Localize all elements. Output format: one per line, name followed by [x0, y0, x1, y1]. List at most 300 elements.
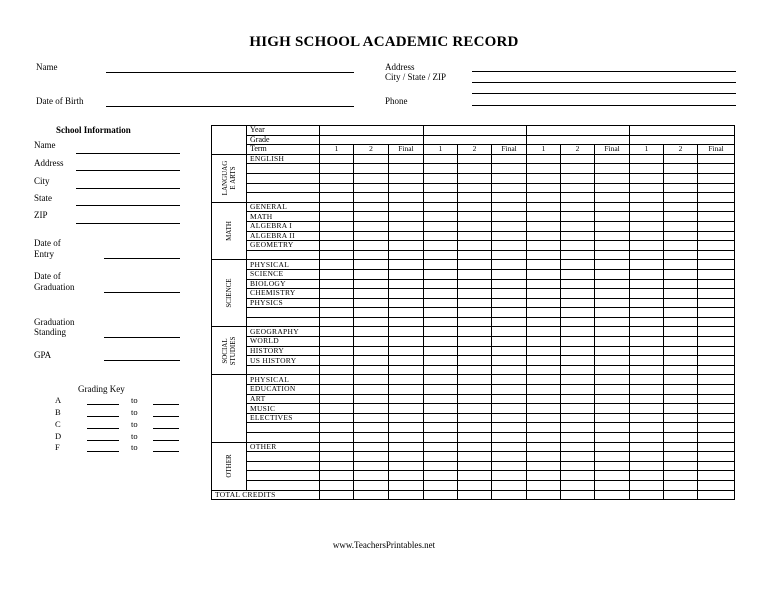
grade-cell[interactable] — [389, 298, 424, 308]
grade-cell[interactable] — [595, 298, 630, 308]
grade-cell[interactable] — [527, 394, 561, 404]
grade-cell[interactable] — [527, 433, 561, 443]
grade-cell[interactable] — [320, 404, 354, 414]
grade-range-start-field[interactable] — [87, 416, 119, 417]
grade-cell[interactable] — [664, 461, 698, 471]
grade-cell[interactable] — [389, 413, 424, 423]
credit-cell[interactable] — [527, 490, 561, 500]
grade-cell[interactable] — [424, 231, 458, 241]
grade-cell[interactable] — [630, 365, 664, 375]
grade-cell[interactable] — [458, 250, 492, 260]
grade-cell[interactable] — [389, 279, 424, 289]
grade-cell[interactable] — [561, 241, 595, 251]
grade-cell[interactable] — [561, 279, 595, 289]
grade-cell[interactable] — [527, 164, 561, 174]
grade-cell[interactable] — [320, 394, 354, 404]
grade-cell[interactable] — [354, 164, 389, 174]
grade-cell[interactable] — [664, 298, 698, 308]
grade-cell[interactable] — [389, 480, 424, 490]
grade-cell[interactable] — [630, 250, 664, 260]
grade-cell[interactable] — [630, 404, 664, 414]
grade-cell[interactable] — [492, 452, 527, 462]
grade-cell[interactable] — [527, 154, 561, 164]
grade-cell[interactable] — [492, 212, 527, 222]
grade-cell[interactable] — [527, 231, 561, 241]
grade-cell[interactable] — [354, 327, 389, 337]
grade-cell[interactable] — [595, 241, 630, 251]
grade-cell[interactable] — [492, 346, 527, 356]
grade-cell[interactable] — [561, 327, 595, 337]
grade-cell[interactable] — [458, 212, 492, 222]
credit-cell[interactable] — [458, 490, 492, 500]
grade-cell[interactable] — [630, 480, 664, 490]
grade-cell[interactable] — [458, 356, 492, 366]
grade-cell[interactable] — [354, 279, 389, 289]
grade-cell[interactable] — [492, 164, 527, 174]
grade-cell[interactable] — [492, 241, 527, 251]
dob-field[interactable] — [106, 106, 354, 107]
grade-cell[interactable] — [630, 154, 664, 164]
address-extra-field[interactable] — [472, 93, 736, 94]
grade-cell[interactable] — [630, 135, 735, 145]
grade-cell[interactable] — [698, 221, 735, 231]
grade-cell[interactable] — [561, 471, 595, 481]
subject-blank[interactable] — [247, 173, 320, 183]
grade-cell[interactable] — [664, 308, 698, 318]
grade-cell[interactable] — [492, 433, 527, 443]
city-state-zip-field[interactable] — [472, 82, 736, 83]
grade-cell[interactable] — [698, 365, 735, 375]
grade-cell[interactable] — [630, 385, 664, 395]
grade-cell[interactable] — [354, 317, 389, 327]
grade-cell[interactable] — [664, 337, 698, 347]
grade-cell[interactable] — [664, 221, 698, 231]
grade-cell[interactable] — [354, 289, 389, 299]
grade-cell[interactable] — [389, 308, 424, 318]
grade-cell[interactable] — [527, 317, 561, 327]
grade-cell[interactable] — [664, 289, 698, 299]
grade-cell[interactable] — [630, 212, 664, 222]
grade-cell[interactable] — [664, 327, 698, 337]
grade-cell[interactable] — [527, 221, 561, 231]
grade-cell[interactable] — [458, 193, 492, 203]
grade-cell[interactable] — [424, 164, 458, 174]
grade-cell[interactable] — [630, 202, 664, 212]
year-cell[interactable] — [424, 126, 527, 136]
grade-cell[interactable] — [424, 269, 458, 279]
grade-cell[interactable] — [664, 404, 698, 414]
grade-cell[interactable] — [595, 346, 630, 356]
grade-cell[interactable] — [354, 404, 389, 414]
grade-cell[interactable] — [389, 241, 424, 251]
grade-cell[interactable] — [354, 173, 389, 183]
school-address-field[interactable] — [76, 170, 180, 171]
credit-cell[interactable] — [595, 490, 630, 500]
grade-cell[interactable] — [320, 212, 354, 222]
grade-cell[interactable] — [354, 269, 389, 279]
grade-cell[interactable] — [389, 193, 424, 203]
grade-range-start-field[interactable] — [87, 404, 119, 405]
grade-cell[interactable] — [458, 241, 492, 251]
grade-cell[interactable] — [630, 452, 664, 462]
grade-cell[interactable] — [424, 212, 458, 222]
grade-cell[interactable] — [527, 241, 561, 251]
grade-cell[interactable] — [424, 289, 458, 299]
grade-cell[interactable] — [630, 346, 664, 356]
grade-cell[interactable] — [424, 317, 458, 327]
address-field[interactable] — [472, 71, 736, 72]
grade-cell[interactable] — [320, 365, 354, 375]
grade-cell[interactable] — [561, 433, 595, 443]
grade-cell[interactable] — [664, 394, 698, 404]
grade-cell[interactable] — [561, 173, 595, 183]
grade-cell[interactable] — [698, 327, 735, 337]
grade-cell[interactable] — [320, 317, 354, 327]
grade-cell[interactable] — [698, 480, 735, 490]
grade-cell[interactable] — [527, 327, 561, 337]
grade-cell[interactable] — [630, 298, 664, 308]
grade-cell[interactable] — [630, 241, 664, 251]
grade-cell[interactable] — [527, 452, 561, 462]
grade-cell[interactable] — [527, 346, 561, 356]
grade-cell[interactable] — [458, 317, 492, 327]
grade-cell[interactable] — [320, 202, 354, 212]
year-cell[interactable] — [527, 126, 630, 136]
grade-cell[interactable] — [698, 231, 735, 241]
grade-cell[interactable] — [561, 221, 595, 231]
grade-cell[interactable] — [320, 231, 354, 241]
credit-cell[interactable] — [354, 490, 389, 500]
grade-cell[interactable] — [389, 394, 424, 404]
grade-cell[interactable] — [664, 164, 698, 174]
grade-cell[interactable] — [561, 394, 595, 404]
grade-cell[interactable] — [527, 385, 561, 395]
grade-cell[interactable] — [320, 423, 354, 433]
grade-cell[interactable] — [630, 164, 664, 174]
grade-cell[interactable] — [354, 154, 389, 164]
grade-cell[interactable] — [698, 433, 735, 443]
grade-cell[interactable] — [458, 413, 492, 423]
grade-cell[interactable] — [630, 433, 664, 443]
grade-cell[interactable] — [320, 337, 354, 347]
grade-cell[interactable] — [527, 212, 561, 222]
grade-cell[interactable] — [354, 212, 389, 222]
grade-cell[interactable] — [389, 260, 424, 270]
grade-cell[interactable] — [354, 183, 389, 193]
grade-cell[interactable] — [561, 250, 595, 260]
year-cell[interactable] — [630, 126, 735, 136]
subject-blank[interactable] — [247, 183, 320, 193]
grade-cell[interactable] — [527, 250, 561, 260]
credit-cell[interactable] — [424, 490, 458, 500]
grade-cell[interactable] — [458, 202, 492, 212]
grade-cell[interactable] — [527, 289, 561, 299]
grade-cell[interactable] — [492, 423, 527, 433]
grade-cell[interactable] — [492, 269, 527, 279]
date-of-graduation-field[interactable] — [104, 292, 180, 293]
grade-cell[interactable] — [424, 260, 458, 270]
grade-cell[interactable] — [354, 471, 389, 481]
grade-cell[interactable] — [389, 154, 424, 164]
grade-cell[interactable] — [389, 452, 424, 462]
grade-cell[interactable] — [630, 461, 664, 471]
grade-cell[interactable] — [630, 394, 664, 404]
grade-cell[interactable] — [664, 471, 698, 481]
grade-cell[interactable] — [595, 433, 630, 443]
grade-cell[interactable] — [424, 365, 458, 375]
grade-cell[interactable] — [458, 480, 492, 490]
grade-cell[interactable] — [561, 423, 595, 433]
grade-cell[interactable] — [630, 423, 664, 433]
grade-cell[interactable] — [561, 298, 595, 308]
grade-cell[interactable] — [320, 193, 354, 203]
grade-cell[interactable] — [664, 365, 698, 375]
grade-cell[interactable] — [458, 260, 492, 270]
grade-cell[interactable] — [320, 241, 354, 251]
grade-cell[interactable] — [458, 269, 492, 279]
grade-cell[interactable] — [527, 279, 561, 289]
grade-cell[interactable] — [389, 461, 424, 471]
grade-cell[interactable] — [389, 385, 424, 395]
grade-cell[interactable] — [424, 308, 458, 318]
school-state-field[interactable] — [76, 205, 180, 206]
grade-cell[interactable] — [320, 471, 354, 481]
grade-cell[interactable] — [527, 413, 561, 423]
year-cell[interactable] — [320, 126, 424, 136]
grade-cell[interactable] — [389, 365, 424, 375]
grade-cell[interactable] — [458, 337, 492, 347]
grade-cell[interactable] — [424, 173, 458, 183]
grade-cell[interactable] — [424, 241, 458, 251]
grade-cell[interactable] — [664, 452, 698, 462]
grade-cell[interactable] — [320, 308, 354, 318]
grade-cell[interactable] — [664, 154, 698, 164]
grade-range-start-field[interactable] — [87, 440, 119, 441]
grade-cell[interactable] — [458, 221, 492, 231]
grade-cell[interactable] — [698, 173, 735, 183]
credit-cell[interactable] — [630, 490, 664, 500]
grade-cell[interactable] — [458, 404, 492, 414]
grade-cell[interactable] — [354, 337, 389, 347]
grade-cell[interactable] — [458, 279, 492, 289]
phone-field[interactable] — [472, 105, 736, 106]
grade-cell[interactable] — [630, 442, 664, 452]
grade-cell[interactable] — [527, 461, 561, 471]
grade-cell[interactable] — [492, 183, 527, 193]
grade-cell[interactable] — [458, 183, 492, 193]
grade-cell[interactable] — [320, 433, 354, 443]
grade-cell[interactable] — [664, 442, 698, 452]
grade-cell[interactable] — [389, 231, 424, 241]
grade-cell[interactable] — [698, 317, 735, 327]
grade-cell[interactable] — [354, 260, 389, 270]
grade-cell[interactable] — [492, 173, 527, 183]
grade-cell[interactable] — [595, 260, 630, 270]
grade-cell[interactable] — [389, 471, 424, 481]
grade-cell[interactable] — [664, 346, 698, 356]
grade-cell[interactable] — [424, 183, 458, 193]
grade-cell[interactable] — [458, 452, 492, 462]
grade-cell[interactable] — [492, 404, 527, 414]
grade-cell[interactable] — [698, 375, 735, 385]
grade-cell[interactable] — [561, 269, 595, 279]
grade-cell[interactable] — [664, 202, 698, 212]
grade-cell[interactable] — [424, 154, 458, 164]
grade-cell[interactable] — [595, 221, 630, 231]
grade-cell[interactable] — [492, 260, 527, 270]
grade-cell[interactable] — [595, 173, 630, 183]
grade-cell[interactable] — [492, 154, 527, 164]
subject-blank[interactable] — [247, 365, 320, 375]
credit-cell[interactable] — [389, 490, 424, 500]
grade-cell[interactable] — [527, 202, 561, 212]
grade-cell[interactable] — [424, 135, 527, 145]
grade-cell[interactable] — [492, 193, 527, 203]
grade-cell[interactable] — [320, 452, 354, 462]
grade-cell[interactable] — [664, 413, 698, 423]
grade-cell[interactable] — [595, 423, 630, 433]
grade-cell[interactable] — [698, 202, 735, 212]
grade-cell[interactable] — [458, 423, 492, 433]
grade-cell[interactable] — [527, 356, 561, 366]
grade-cell[interactable] — [664, 480, 698, 490]
grade-cell[interactable] — [698, 269, 735, 279]
subject-blank[interactable] — [247, 317, 320, 327]
grade-cell[interactable] — [595, 202, 630, 212]
grade-cell[interactable] — [561, 452, 595, 462]
grade-cell[interactable] — [595, 461, 630, 471]
grade-cell[interactable] — [561, 164, 595, 174]
grade-cell[interactable] — [424, 404, 458, 414]
credit-cell[interactable] — [320, 490, 354, 500]
grade-cell[interactable] — [354, 480, 389, 490]
credit-cell[interactable] — [561, 490, 595, 500]
grade-range-end-field[interactable] — [153, 451, 179, 452]
grade-cell[interactable] — [424, 480, 458, 490]
grade-cell[interactable] — [458, 346, 492, 356]
grade-cell[interactable] — [595, 250, 630, 260]
grade-cell[interactable] — [595, 289, 630, 299]
grade-cell[interactable] — [561, 154, 595, 164]
grade-cell[interactable] — [354, 365, 389, 375]
grade-cell[interactable] — [664, 385, 698, 395]
grade-cell[interactable] — [389, 289, 424, 299]
grade-cell[interactable] — [595, 308, 630, 318]
grade-cell[interactable] — [492, 327, 527, 337]
grade-cell[interactable] — [630, 183, 664, 193]
grade-cell[interactable] — [354, 241, 389, 251]
grade-cell[interactable] — [698, 471, 735, 481]
grade-cell[interactable] — [664, 317, 698, 327]
grade-cell[interactable] — [664, 212, 698, 222]
grade-cell[interactable] — [527, 183, 561, 193]
grade-cell[interactable] — [561, 317, 595, 327]
grade-cell[interactable] — [424, 193, 458, 203]
grade-cell[interactable] — [595, 471, 630, 481]
grade-cell[interactable] — [664, 241, 698, 251]
subject-blank[interactable] — [247, 433, 320, 443]
grade-cell[interactable] — [424, 442, 458, 452]
graduation-standing-field[interactable] — [104, 337, 180, 338]
grade-cell[interactable] — [424, 385, 458, 395]
grade-cell[interactable] — [424, 452, 458, 462]
grade-cell[interactable] — [595, 442, 630, 452]
grade-cell[interactable] — [698, 212, 735, 222]
grade-cell[interactable] — [698, 154, 735, 164]
grade-cell[interactable] — [424, 413, 458, 423]
grade-cell[interactable] — [664, 423, 698, 433]
grade-cell[interactable] — [595, 404, 630, 414]
school-zip-field[interactable] — [76, 223, 180, 224]
grade-cell[interactable] — [595, 269, 630, 279]
grade-cell[interactable] — [698, 356, 735, 366]
grade-cell[interactable] — [424, 279, 458, 289]
grade-cell[interactable] — [561, 461, 595, 471]
grade-cell[interactable] — [320, 164, 354, 174]
grade-cell[interactable] — [320, 154, 354, 164]
grade-cell[interactable] — [492, 202, 527, 212]
grade-cell[interactable] — [527, 365, 561, 375]
grade-cell[interactable] — [595, 212, 630, 222]
grade-cell[interactable] — [630, 375, 664, 385]
grade-cell[interactable] — [320, 442, 354, 452]
grade-cell[interactable] — [698, 461, 735, 471]
grade-cell[interactable] — [320, 327, 354, 337]
grade-cell[interactable] — [561, 365, 595, 375]
grade-cell[interactable] — [698, 346, 735, 356]
grade-cell[interactable] — [595, 164, 630, 174]
grade-cell[interactable] — [320, 250, 354, 260]
grade-cell[interactable] — [664, 250, 698, 260]
grade-cell[interactable] — [595, 365, 630, 375]
grade-cell[interactable] — [561, 375, 595, 385]
school-city-field[interactable] — [76, 188, 180, 189]
subject-blank[interactable] — [247, 193, 320, 203]
grade-cell[interactable] — [698, 385, 735, 395]
grade-cell[interactable] — [354, 250, 389, 260]
grade-cell[interactable] — [424, 423, 458, 433]
grade-cell[interactable] — [664, 433, 698, 443]
grade-cell[interactable] — [561, 212, 595, 222]
grade-cell[interactable] — [561, 260, 595, 270]
credit-cell[interactable] — [664, 490, 698, 500]
grade-cell[interactable] — [630, 308, 664, 318]
grade-cell[interactable] — [424, 356, 458, 366]
grade-cell[interactable] — [492, 250, 527, 260]
grade-cell[interactable] — [320, 183, 354, 193]
grade-cell[interactable] — [561, 413, 595, 423]
grade-cell[interactable] — [389, 375, 424, 385]
grade-cell[interactable] — [527, 308, 561, 318]
grade-cell[interactable] — [424, 337, 458, 347]
grade-cell[interactable] — [664, 269, 698, 279]
grade-cell[interactable] — [595, 317, 630, 327]
grade-cell[interactable] — [595, 452, 630, 462]
grade-cell[interactable] — [320, 135, 424, 145]
grade-cell[interactable] — [630, 317, 664, 327]
subject-blank[interactable] — [247, 452, 320, 462]
subject-blank[interactable] — [247, 308, 320, 318]
grade-cell[interactable] — [320, 480, 354, 490]
grade-cell[interactable] — [492, 385, 527, 395]
grade-cell[interactable] — [354, 231, 389, 241]
grade-cell[interactable] — [630, 193, 664, 203]
grade-cell[interactable] — [389, 164, 424, 174]
grade-cell[interactable] — [492, 413, 527, 423]
grade-cell[interactable] — [595, 394, 630, 404]
grade-cell[interactable] — [527, 173, 561, 183]
grade-cell[interactable] — [492, 365, 527, 375]
